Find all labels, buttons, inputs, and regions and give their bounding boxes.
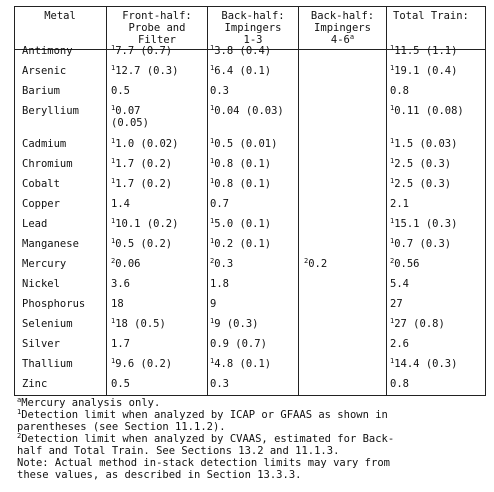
- total-cell: [390, 259, 420, 271]
- column-divider: [386, 6, 387, 396]
- total-cell: [390, 339, 409, 351]
- detection-limit-value: 7.7 (0.7): [115, 45, 173, 57]
- footnote-marker: 1: [111, 137, 116, 145]
- back13-cell: [210, 106, 284, 118]
- column-divider: [207, 6, 208, 396]
- detection-limit-value: 1.7: [111, 338, 130, 350]
- back13-cell: [210, 359, 271, 371]
- detection-limit-value: 5.0 (0.1): [214, 218, 272, 230]
- footnote-marker: a: [17, 396, 22, 404]
- metal-name: Beryllium: [22, 105, 79, 117]
- footnote-marker: 1: [111, 44, 116, 52]
- metal-name: Arsenic: [22, 65, 67, 77]
- detection-limit-value: 2.5 (0.3): [394, 178, 452, 190]
- footnote-marker: 1: [210, 157, 215, 165]
- footnotes: [17, 397, 487, 481]
- front-cell: [111, 139, 178, 151]
- detection-limit-value: 1.8: [210, 278, 229, 290]
- total-cell: [390, 379, 409, 391]
- detection-limit-value: 27: [390, 298, 403, 310]
- header-back-half-1-3: Back-half: Impingers 1-3: [221, 10, 285, 46]
- footnote-marker: 1: [111, 357, 116, 365]
- footnote: [17, 409, 487, 433]
- detection-limit-value: 19.1 (0.4): [394, 65, 458, 77]
- metal-name: Chromium: [22, 158, 73, 170]
- footnote-marker: 1: [111, 177, 116, 185]
- footnote-marker: 1: [210, 104, 215, 112]
- footnote-marker: 1: [390, 357, 395, 365]
- total-cell: [390, 299, 403, 311]
- column-divider: [106, 6, 107, 396]
- front-cell: [111, 66, 178, 78]
- detection-limit-value: 2.5 (0.3): [394, 158, 452, 170]
- footnote-marker: 1: [210, 64, 215, 72]
- detection-limit-value: 0.2 (0.1): [214, 238, 272, 250]
- footnote-marker: a: [349, 33, 355, 41]
- header-back-half-4-6-label: Back-half: Impingers 4-6: [310, 10, 375, 46]
- front-cell: [111, 179, 172, 191]
- front-cell: [111, 259, 141, 271]
- metal-name: Antimony: [22, 45, 73, 57]
- front-cell: [111, 106, 149, 129]
- total-cell: [390, 159, 451, 171]
- back13-cell: [210, 199, 229, 211]
- footnote-marker: 1: [111, 317, 116, 325]
- detection-limit-value: 0.5: [111, 378, 130, 390]
- footnote-marker: 1: [210, 357, 215, 365]
- back13-cell: [210, 159, 271, 171]
- detection-limit-value: 1.7 (0.2): [115, 178, 173, 190]
- back13-cell: [210, 299, 216, 311]
- detection-limit-value: 0.56: [394, 258, 420, 270]
- back13-cell: [210, 139, 277, 151]
- detection-limit-value: 0.8: [390, 85, 409, 97]
- detection-limit-value: 0.9 (0.7): [210, 338, 267, 350]
- detection-limit-value: 6.4 (0.1): [214, 65, 272, 77]
- footnote-marker: 1: [210, 137, 215, 145]
- footnote-marker: 1: [111, 64, 116, 72]
- detection-limit-value: 9.6 (0.2): [115, 358, 173, 370]
- total-cell: [390, 46, 457, 58]
- header-front-half: Front-half: Probe and Filter: [122, 10, 192, 46]
- detection-limit-value: 1.7 (0.2): [115, 158, 173, 170]
- detection-limit-value: 5.4: [390, 278, 409, 290]
- total-cell: [390, 139, 457, 151]
- detection-limit-value: 0.7: [210, 198, 229, 210]
- detection-limit-value: 14.4 (0.3): [394, 358, 458, 370]
- metal-name: Cadmium: [22, 138, 67, 150]
- front-cell: [111, 199, 130, 211]
- back13-cell: [210, 319, 258, 331]
- footnote-marker: 2: [304, 257, 309, 265]
- detection-limit-value: 15.1 (0.3): [394, 218, 458, 230]
- detection-limit-value: 0.7 (0.3): [394, 238, 452, 250]
- footnote-marker: 2: [210, 257, 215, 265]
- total-cell: [390, 239, 451, 251]
- detection-limit-value: 0.07 (0.05): [111, 105, 149, 129]
- back13-cell: [210, 239, 271, 251]
- footnote: [17, 433, 487, 457]
- metal-name: Manganese: [22, 238, 79, 250]
- footnote-marker: 1: [390, 137, 395, 145]
- total-cell: [390, 359, 457, 371]
- footnote-marker: 1: [390, 317, 395, 325]
- front-cell: [111, 86, 130, 98]
- detection-limit-value: 12.7 (0.3): [115, 65, 179, 77]
- footnote-marker: 1: [210, 177, 215, 185]
- detection-limit-value: 18 (0.5): [115, 318, 166, 330]
- total-cell: [390, 106, 464, 118]
- detection-limit-value: 1.5 (0.03): [394, 138, 458, 150]
- back13-cell: [210, 86, 229, 98]
- total-cell: [390, 86, 409, 98]
- header-metal: Metal: [44, 10, 76, 22]
- back13-cell: [210, 219, 271, 231]
- detection-limit-value: 0.3: [210, 85, 229, 97]
- detection-limit-value: 4.8 (0.1): [214, 358, 272, 370]
- back13-cell: [210, 179, 271, 191]
- header-total-train: Total Train:: [393, 10, 469, 22]
- detection-limit-value: 0.3: [214, 258, 234, 270]
- back46-cell: [304, 259, 327, 271]
- detection-limit-value: 18: [111, 298, 124, 310]
- detection-limit-value: 9 (0.3): [214, 318, 259, 330]
- detection-limit-value: 1.4: [111, 198, 130, 210]
- footnote-marker: 1: [210, 217, 215, 225]
- footnote-marker: 1: [111, 217, 116, 225]
- footnote-marker: 2: [390, 257, 395, 265]
- footnote-marker: 2: [111, 257, 116, 265]
- back13-cell: [210, 379, 229, 391]
- footnote-marker: 1: [390, 44, 395, 52]
- total-cell: [390, 66, 457, 78]
- footnote-text: Detection limit when analyzed by ICAP or GFAAS as shown in parentheses (see Section 11.1.2).: [17, 409, 388, 433]
- footnote-text: Note: Actual method in-stack detection limits may vary from these values, as described in Section 13.3.3.: [17, 457, 390, 481]
- front-cell: [111, 359, 172, 371]
- detection-limit-value: 0.5 (0.01): [214, 138, 278, 150]
- footnote-marker: 2: [17, 432, 22, 440]
- metal-name: Nickel: [22, 278, 60, 290]
- front-cell: [111, 46, 172, 58]
- metal-name: Copper: [22, 198, 60, 210]
- detection-limit-value: 0.3: [210, 378, 229, 390]
- detection-limit-value: 0.06: [115, 258, 141, 270]
- metal-name: Selenium: [22, 318, 73, 330]
- table-border-left: [14, 6, 15, 396]
- column-divider: [298, 6, 299, 396]
- footnote-marker: 1: [210, 317, 215, 325]
- total-cell: [390, 279, 409, 291]
- total-cell: [390, 199, 409, 211]
- front-cell: [111, 279, 130, 291]
- footnote-marker: 1: [111, 157, 116, 165]
- detection-limit-value: 3.6: [111, 278, 130, 290]
- metal-name: Zinc: [22, 378, 48, 390]
- metal-name: Barium: [22, 85, 60, 97]
- total-cell: [390, 319, 445, 331]
- table-border-top: [14, 6, 486, 7]
- metal-name: Silver: [22, 338, 60, 350]
- footnote-marker: 1: [390, 237, 395, 245]
- detection-limit-value: 3.8 (0.4): [214, 45, 272, 57]
- detection-limit-value: 0.5 (0.2): [115, 238, 173, 250]
- footnote: [17, 457, 487, 481]
- detection-limit-value: 0.2: [308, 258, 328, 270]
- footnote-marker: 1: [390, 157, 395, 165]
- front-cell: [111, 219, 178, 231]
- back13-cell: [210, 339, 267, 351]
- front-cell: [111, 159, 172, 171]
- detection-limit-value: 0.8: [390, 378, 409, 390]
- detection-limit-value: 1.0 (0.02): [115, 138, 179, 150]
- front-cell: [111, 299, 124, 311]
- back13-cell: [210, 46, 271, 58]
- footnote-text: Mercury analysis only.: [21, 397, 161, 409]
- detection-limits-table: [14, 6, 486, 396]
- footnote-marker: 1: [390, 177, 395, 185]
- metal-name: Mercury: [22, 258, 67, 270]
- front-cell: [111, 319, 166, 331]
- detection-limit-value: 0.04 (0.03): [214, 105, 284, 117]
- detection-limit-value: 2.1: [390, 198, 409, 210]
- detection-limit-value: 0.11 (0.08): [394, 105, 464, 117]
- detection-limit-value: 11.5 (1.1): [394, 45, 458, 57]
- table-border-bottom: [14, 395, 486, 396]
- footnote-marker: 1: [390, 64, 395, 72]
- metal-name: Lead: [22, 218, 48, 230]
- back13-cell: [210, 259, 233, 271]
- detection-limit-value: 27 (0.8): [394, 318, 445, 330]
- detection-limit-value: 9: [210, 298, 217, 310]
- detection-limit-value: 0.8 (0.1): [214, 158, 272, 170]
- metal-name: Phosphorus: [22, 298, 86, 310]
- front-cell: [111, 339, 130, 351]
- footnote-marker: 1: [390, 217, 395, 225]
- footnote-marker: 1: [210, 44, 215, 52]
- footnote-text: Detection limit when analyzed by CVAAS, estimated for Back- half and Total Train. See Sections 13.2 and 11.1.3.: [17, 433, 395, 457]
- table-border-right: [485, 6, 486, 396]
- metal-name: Thallium: [22, 358, 73, 370]
- footnote-marker: 1: [17, 408, 22, 416]
- detection-limit-value: 0.5: [111, 85, 130, 97]
- front-cell: [111, 379, 130, 391]
- footnote-marker: 1: [210, 237, 215, 245]
- total-cell: [390, 179, 451, 191]
- metal-name: Cobalt: [22, 178, 60, 190]
- back13-cell: [210, 279, 229, 291]
- back13-cell: [210, 66, 271, 78]
- detection-limit-value: 0.8 (0.1): [214, 178, 272, 190]
- footnote-marker: 1: [390, 104, 395, 112]
- total-cell: [390, 219, 457, 231]
- footnote: [17, 397, 487, 409]
- detection-limit-value: 10.1 (0.2): [115, 218, 179, 230]
- front-cell: [111, 239, 172, 251]
- footnote-marker: 1: [111, 237, 116, 245]
- detection-limit-value: 2.6: [390, 338, 409, 350]
- footnote-marker: 1: [111, 104, 116, 112]
- header-back-half-4-6: [299, 10, 386, 46]
